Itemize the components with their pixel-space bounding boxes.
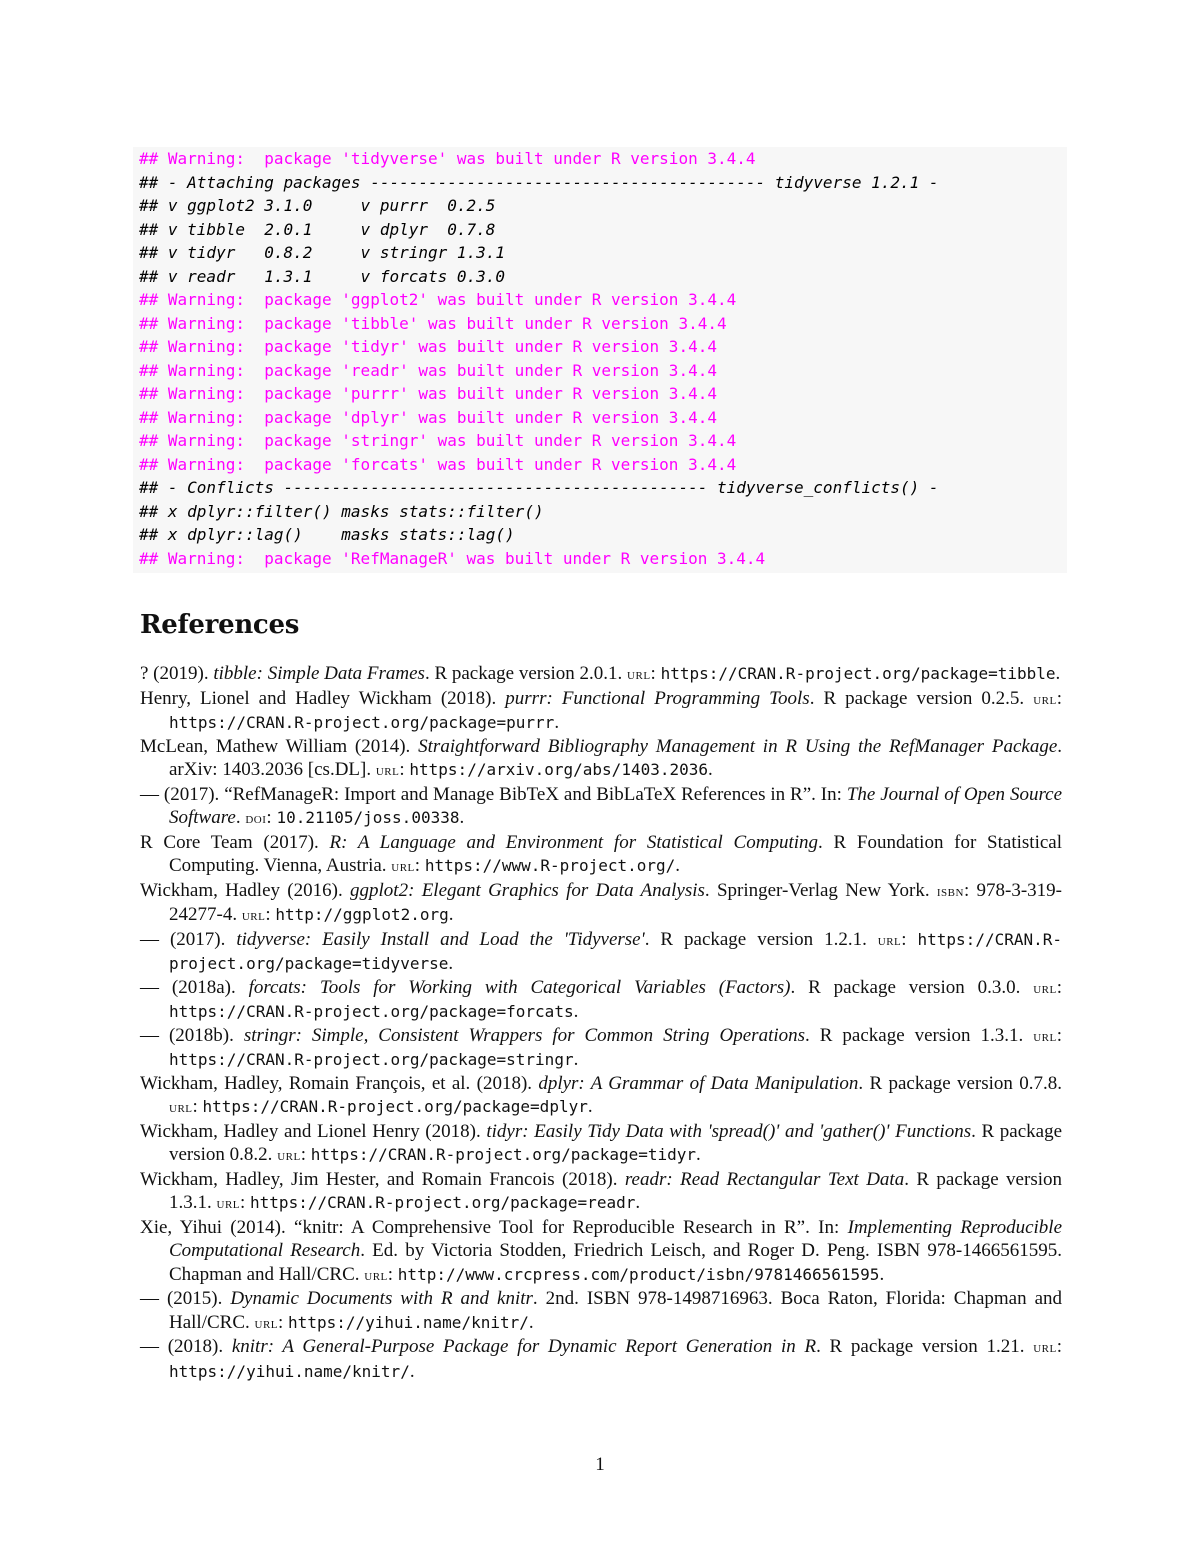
reference-text: : xyxy=(399,759,410,780)
reference-title: tibble: Simple Data Frames xyxy=(213,663,425,684)
reference-text: . xyxy=(587,1096,593,1117)
reference-entry xyxy=(140,1216,1062,1288)
reference-title: Straightforward Bibliography Management in R Using the RefManager Package xyxy=(418,735,1058,757)
reference-text: . xyxy=(528,1311,534,1333)
reference-text: . xyxy=(554,712,560,733)
reference-text: . xyxy=(708,759,713,780)
reference-text: . xyxy=(675,855,681,876)
reference-entry xyxy=(140,879,1062,928)
reference-entry xyxy=(140,1072,1062,1120)
reference-text: : xyxy=(1056,1336,1062,1357)
reference-title: ggplot2: Elegant Graphics for Data Analysis xyxy=(350,879,705,901)
reference-text: : xyxy=(650,663,661,684)
code-output-line: ## v tibble 2.0.1 v dplyr 0.7.8 xyxy=(139,219,496,239)
reference-text: — (2017). “RefManageR: Import and Manage BibTeX and BibLaTeX References in R”. In: xyxy=(140,783,847,805)
code-warning-line: ## Warning: package 'readr' was built under R version 3.4.4 xyxy=(139,360,717,380)
reference-text: . R package version 0.8.2. xyxy=(169,1120,1062,1165)
reference-text: . R package version 1.2.1. xyxy=(644,928,878,950)
references-heading: References xyxy=(140,610,300,640)
reference-text: . 2nd. ISBN 978-1498716963. Boca Raton, Florida: Chapman and Hall/CRC. xyxy=(169,1288,1063,1333)
reference-text: . arXiv: 1403.2036 [cs.DL]. xyxy=(169,735,1062,780)
reference-title: knitr: A General-Purpose Package for Dynamic Report Generation in R xyxy=(231,1336,817,1357)
reference-text: . xyxy=(1055,663,1061,684)
reference-text: Wickham, Hadley, Jim Hester, and Romain Francois (2018). xyxy=(140,1168,625,1190)
reference-url: https://CRAN.R-project.org/package=purrr xyxy=(169,713,555,732)
code-output-line: ## v readr 1.3.1 v forcats 0.3.0 xyxy=(139,266,506,286)
reference-label: doi xyxy=(245,810,267,827)
reference-title: forcats: Tools for Working with Categorical Variables (Factors) xyxy=(248,976,791,998)
reference-text: — (2018). xyxy=(140,1336,232,1357)
reference-title: readr: Read Rectangular Text Data xyxy=(624,1168,905,1190)
reference-title: tidyr: Easily Tidy Data with 'spread()' and 'gather()' Functions xyxy=(486,1120,972,1142)
reference-text: . xyxy=(635,1192,641,1213)
reference-text: . Ed. by Victoria Stodden, Friedrich Leisch, and Roger D. Peng. ISBN 978-1466561595. Chapman and Hall/CRC. xyxy=(169,1240,1062,1285)
reference-text: R Core Team (2017). xyxy=(140,831,330,853)
reference-text: . R package version 2.0.1. xyxy=(424,663,628,684)
reference-text: Xie, Yihui (2014). “knitr: A Comprehensive Tool for Reproducible Research in R”. In: xyxy=(140,1216,848,1238)
reference-entry xyxy=(140,662,1062,687)
reference-text: . xyxy=(235,807,246,828)
code-warning-line: ## Warning: package 'tibble' was built under R version 3.4.4 xyxy=(139,313,727,333)
reference-title: purrr: Functional Programming Tools xyxy=(505,687,810,709)
code-output-line: ## v ggplot2 3.1.0 v purrr 0.2.5 xyxy=(139,196,496,215)
reference-text: . xyxy=(409,1360,415,1382)
page-number: 1 xyxy=(595,1454,605,1475)
reference-entry xyxy=(140,1335,1062,1383)
reference-text: — (2018b). xyxy=(140,1024,244,1046)
reference-title: dplyr: A Grammar of Data Manipulation xyxy=(538,1072,859,1094)
reference-label: url xyxy=(391,858,415,875)
reference-text: . R package version 1.3.1. xyxy=(805,1024,1034,1046)
reference-text: : xyxy=(414,855,425,876)
reference-url: 10.21105/joss.00338 xyxy=(276,808,460,827)
reference-label: url xyxy=(364,1266,388,1284)
reference-title: tidyverse: Easily Install and Load the 'Tidyverse' xyxy=(236,928,645,950)
reference-url: https://yihui.name/knitr/ xyxy=(288,1312,529,1332)
code-warning-line: ## Warning: package 'tidyr' was built under R version 3.4.4 xyxy=(139,337,717,356)
reference-url: https://www.R-project.org/ xyxy=(424,856,676,875)
reference-title: Dynamic Documents with R and knitr xyxy=(230,1288,533,1309)
reference-text: Henry, Lionel and Hadley Wickham (2018). xyxy=(140,687,506,709)
reference-label: url xyxy=(216,1195,240,1212)
code-lines xyxy=(139,147,939,570)
reference-text: : xyxy=(300,1144,311,1165)
reference-text: . R package version 0.3.0. xyxy=(790,976,1034,998)
references-list xyxy=(140,662,1062,1383)
reference-url: https://CRAN.R-project.org/package=forcats xyxy=(169,1002,574,1021)
reference-entry xyxy=(140,928,1062,976)
reference-text: . xyxy=(696,1144,701,1165)
reference-text: . R package version 1.3.1. xyxy=(169,1168,1062,1213)
code-warning-line: ## Warning: package 'purrr' was built under R version 3.4.4 xyxy=(139,384,717,403)
code-output-line: ## x dplyr::filter() masks stats::filter() xyxy=(139,501,544,521)
code-output-line: ## - Conflicts -------------------------------------------- tidyverse_conflicts() - xyxy=(139,478,939,497)
reference-entry xyxy=(140,783,1062,831)
reference-title: Implementing Reproducible Computational Research xyxy=(169,1216,1063,1261)
reference-url: https://yihui.name/knitr/ xyxy=(169,1361,410,1381)
code-warning-line: ## Warning: package 'RefManageR' was built under R version 3.4.4 xyxy=(139,548,766,568)
reference-url: https://CRAN.R-project.org/package=dplyr xyxy=(202,1097,588,1116)
reference-text: . R Foundation for Statistical Computing. Vienna, Austria. xyxy=(169,831,1062,876)
reference-text: . R package version 1.21. xyxy=(816,1336,1034,1357)
code-output-line: ## - Attaching packages ----------------------------------------- tidyverse 1.2.1 - xyxy=(139,172,939,192)
reference-text: . xyxy=(448,953,454,974)
reference-text: Wickham, Hadley (2016). xyxy=(140,879,351,901)
reference-url: https://CRAN.R-project.org/package=tidyr xyxy=(310,1145,697,1164)
reference-label: url xyxy=(1033,1027,1057,1045)
reference-text: Wickham, Hadley, Romain François, et al. (2018). xyxy=(140,1072,539,1094)
reference-text: . xyxy=(448,904,454,925)
reference-text: : xyxy=(1056,1024,1062,1046)
reference-text: : xyxy=(266,807,277,828)
reference-text: McLean, Mathew William (2014). xyxy=(140,735,419,757)
reference-label: url xyxy=(169,1099,193,1116)
reference-entry xyxy=(140,1168,1062,1216)
code-output-line: ## v tidyr 0.8.2 v stringr 1.3.1 xyxy=(139,243,506,262)
reference-text: — (2018a). xyxy=(140,976,249,998)
reference-text: . R package version 0.2.5. xyxy=(809,687,1034,709)
reference-text: : xyxy=(901,928,918,950)
reference-label: url xyxy=(277,1147,301,1164)
reference-title: stringr: Simple, Consistent Wrappers for Common String Operations xyxy=(243,1024,806,1046)
reference-label: url xyxy=(375,762,400,779)
reference-text: . xyxy=(573,1049,579,1070)
reference-url: https://arxiv.org/abs/1403.2036 xyxy=(409,760,709,779)
reference-label: url xyxy=(241,907,266,924)
reference-title: The Journal of Open Source Software xyxy=(169,783,1062,828)
reference-entry xyxy=(140,1024,1062,1072)
reference-text: : xyxy=(1056,976,1062,998)
code-warning-line: ## Warning: package 'dplyr' was built under R version 3.4.4 xyxy=(139,407,717,427)
reference-text: Wickham, Hadley and Lionel Henry (2018). xyxy=(140,1120,487,1142)
reference-text: . R package version 0.7.8. xyxy=(858,1072,1062,1094)
reference-label: isbn xyxy=(936,882,964,900)
reference-text: . xyxy=(459,807,465,828)
reference-title: R: A Language and Environment for Statistical Computing xyxy=(329,831,819,853)
reference-label: url xyxy=(627,666,651,683)
reference-text: . Springer-Verlag New York. xyxy=(704,879,937,901)
reference-entry xyxy=(140,735,1062,783)
reference-label: url xyxy=(254,1314,279,1332)
reference-url: https://CRAN.R-project.org/package=stringr xyxy=(169,1050,574,1069)
reference-text: — (2017). xyxy=(140,928,237,950)
code-output-block xyxy=(133,147,1067,573)
reference-entry xyxy=(140,831,1062,879)
code-warning-line: ## Warning: package 'forcats' was built under R version 3.4.4 xyxy=(139,454,737,474)
reference-url: http://ggplot2.org xyxy=(275,905,449,924)
reference-text: : xyxy=(265,904,276,925)
reference-url: https://CRAN.R-project.org/package=tidyverse xyxy=(169,929,1063,973)
reference-label: url xyxy=(1033,690,1057,708)
reference-label: url xyxy=(1033,979,1057,997)
reference-text: — (2015). xyxy=(140,1288,231,1309)
code-warning-line: ## Warning: package 'tidyverse' was built under R version 3.4.4 xyxy=(139,149,756,168)
reference-entry xyxy=(140,976,1062,1024)
reference-text: . xyxy=(573,1001,579,1022)
reference-text: : xyxy=(192,1096,203,1117)
reference-entry xyxy=(140,1120,1062,1168)
reference-url: https://CRAN.R-project.org/package=tibble xyxy=(660,664,1056,683)
reference-entry xyxy=(140,1287,1062,1335)
reference-text: : xyxy=(387,1263,398,1285)
code-warning-line: ## Warning: package 'ggplot2' was built under R version 3.4.4 xyxy=(139,290,737,309)
reference-entry xyxy=(140,687,1062,735)
reference-text: : xyxy=(240,1192,251,1213)
reference-text: : 978-3-319-24277-4. xyxy=(169,879,1062,925)
reference-text: : xyxy=(278,1311,289,1333)
reference-url: http://www.crcpress.com/product/isbn/9781466561595 xyxy=(397,1264,880,1284)
reference-text: ? (2019). xyxy=(140,663,214,684)
reference-url: https://CRAN.R-project.org/package=readr xyxy=(250,1193,636,1212)
code-warning-line: ## Warning: package 'stringr' was built under R version 3.4.4 xyxy=(139,431,737,450)
code-output-line: ## x dplyr::lag() masks stats::lag() xyxy=(139,525,515,544)
reference-label: url xyxy=(1033,1339,1057,1356)
reference-label: url xyxy=(877,931,902,949)
reference-text: . xyxy=(879,1263,885,1285)
reference-text: : xyxy=(1056,687,1062,709)
